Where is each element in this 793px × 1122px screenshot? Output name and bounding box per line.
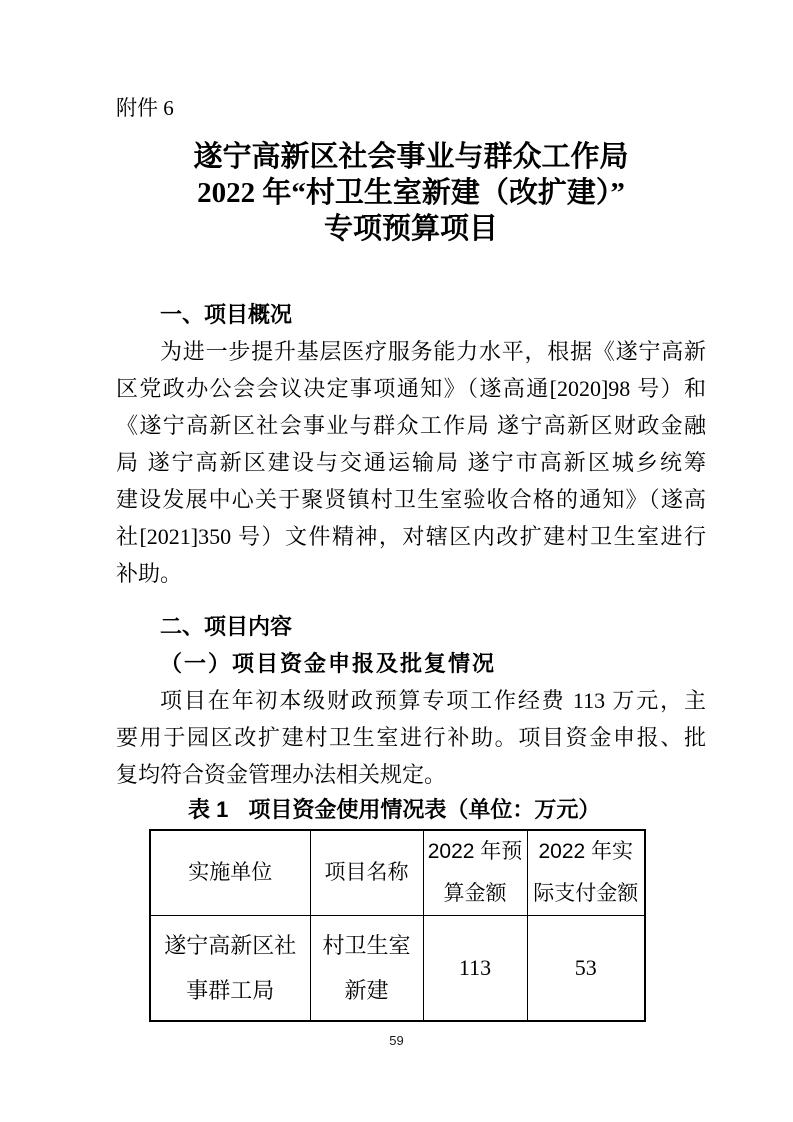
paragraph-line: 复均符合资金管理办法相关规定。 [116,762,447,787]
data-cell-unit [150,916,310,1021]
table-data-row [150,916,645,1021]
page-footer [0,1032,793,1050]
section-2-heading: 二、项目内容 [160,614,293,639]
cell-line: 实施单位 [188,861,273,884]
cell-line: 算金额 [443,882,507,905]
section-1-paragraph [116,333,706,592]
page-number: 59 [389,1032,404,1048]
cell-line: 53 [574,955,597,981]
cell-line: 2022 年预 [427,840,523,863]
paragraph-line: 项目在年初本级财政预算专项工作经费 113 万元，主 [160,688,706,713]
cell-line: 2022 年实 [538,840,634,863]
data-cell-project [310,916,423,1021]
paragraph-line: 为进一步提升基层医疗服务能力水平，根据《遂宁高新 [160,339,706,364]
section-1-heading: 一、项目概况 [160,302,293,327]
cell-line: 村卫生室 [322,932,411,958]
paragraph-line: 区党政办公会会议决定事项通知》（遂高通[2020]98 号）和 [116,376,706,401]
document-title [116,139,706,247]
document-title-line-2: 2022 年“村卫生室新建（改扩建）” [197,177,625,209]
paragraph-line: 要用于园区改扩建村卫生室进行补助。项目资金申报、批 [116,725,706,750]
table-caption-label: 表 1 [188,797,229,822]
cell-line: 遂宁高新区社 [164,932,297,958]
cell-line: 项目名称 [324,861,409,884]
header-cell-project [310,830,423,916]
document-title-line-1: 遂宁高新区社会事业与群众工作局 [193,141,629,173]
data-cell-paid-amount [527,916,645,1021]
cell-line: 新建 [344,977,389,1003]
table-header-row [150,830,645,916]
paragraph-line: 《遂宁高新区社会事业与群众工作局 遂宁高新区财政金融 [116,413,706,438]
data-cell-budget-amount [423,916,527,1021]
header-cell-budget [423,830,527,916]
header-cell-paid [527,830,645,916]
funds-usage-table [149,829,646,1022]
cell-line: 事群工局 [186,977,275,1003]
section-2-sub-heading: （一）项目资金申报及批复情况 [160,651,497,676]
paragraph-line: 补助。 [116,561,183,586]
cell-line: 际支付金额 [533,882,639,905]
table-caption [188,795,706,825]
cell-line: 113 [458,955,492,981]
attachment-label: 附件 6 [116,96,174,120]
table-caption-title: 项目资金使用情况表（单位：万元） [248,797,601,822]
section-2-paragraph [116,682,706,793]
document-title-line-3: 专项预算项目 [323,213,498,245]
header-cell-unit [150,830,310,916]
paragraph-line: 建设发展中心关于聚贤镇村卫生室验收合格的通知》（遂高 [116,487,706,512]
paragraph-line: 局 遂宁高新区建设与交通运输局 遂宁市高新区城乡统筹 [116,450,706,475]
paragraph-line: 社[2021]350 号）文件精神，对辖区内改扩建村卫生室进行 [116,524,706,549]
